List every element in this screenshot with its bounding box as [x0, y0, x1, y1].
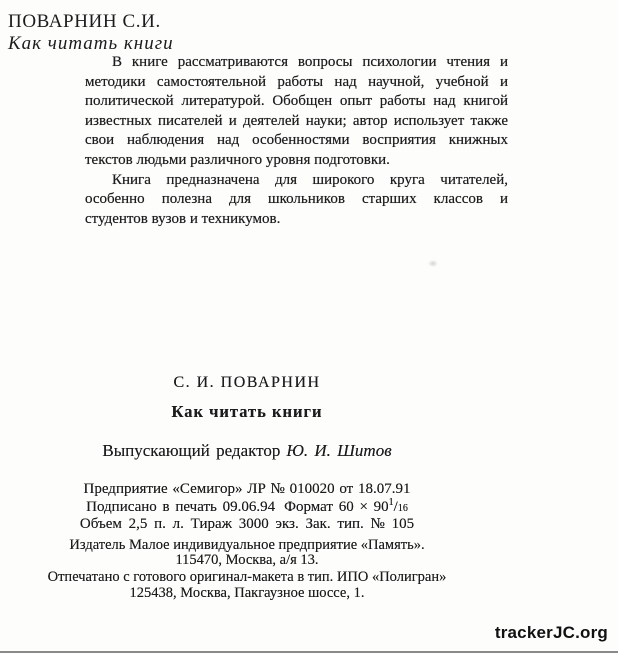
- publisher-address: 115470, Москва, а/я 13.: [175, 552, 319, 568]
- annotation-line: методики самостоятельной работы над научной, учебной и: [85, 73, 508, 90]
- annotation-line: политической литературой. Обобщен опыт работы над книгой: [85, 93, 508, 110]
- format-superscript: 1: [388, 497, 394, 508]
- format-fraction-slash: /: [393, 499, 398, 515]
- format-subscript: 16: [397, 503, 408, 514]
- watermark-text: trackerJC.org: [494, 623, 608, 642]
- signed-date: Подписано в печать 09.06.94: [86, 499, 276, 515]
- scan-smudge: [428, 260, 438, 267]
- catalog-author: ПОВАРНИН С.И.: [8, 11, 161, 32]
- format-value: 60 × 90: [338, 499, 389, 515]
- imprint-volume-line: Объем 2,5 п. л. Тираж 3000 экз. Зак. тип. № 105: [79, 516, 415, 532]
- imprint-license-line: Предприятие «Семигор» ЛР № 010020 от 18.07.91: [83, 481, 411, 497]
- annotation-line: Книга предназначена для широкого круга читателей,: [112, 171, 508, 188]
- bottom-divider: [0, 651, 618, 653]
- editor-name: Ю. И. Шитов: [286, 441, 392, 460]
- imprint-signed-line: [0, 499, 494, 516]
- format-label: Формат: [284, 499, 333, 515]
- title-page-title: Как читать книги: [171, 402, 323, 421]
- annotation-line: свои наблюдения над особенностями восприятия книжных: [85, 132, 508, 149]
- printer-address: 125438, Москва, Пакгаузное шоссе, 1.: [129, 585, 365, 601]
- editor-line: [0, 441, 494, 461]
- printer-line: Отпечатано с готового оригинал-макета в тип. ИПО «Полигран»: [47, 569, 447, 585]
- annotation-line: известных писателей и деятелей науки; автор использует также: [85, 112, 508, 129]
- annotation-line: текстов людьми различного уровня подготовки.: [85, 151, 390, 168]
- title-page-author: С. И. ПОВАРНИН: [173, 374, 321, 391]
- annotation-line: В книге рассматриваются вопросы психологии чтения и: [112, 54, 508, 70]
- annotation-block: [85, 53, 508, 229]
- catalog-title: Как читать книги: [8, 33, 174, 54]
- editor-label: Выпускающий редактор: [102, 441, 281, 460]
- annotation-line: студентов вузов и техникумов.: [85, 210, 281, 227]
- annotation-line: особенно полезна для школьников старших классов и: [85, 191, 508, 208]
- publisher-line: Издатель Малое индивидуальное предприятие «Память».: [69, 537, 425, 553]
